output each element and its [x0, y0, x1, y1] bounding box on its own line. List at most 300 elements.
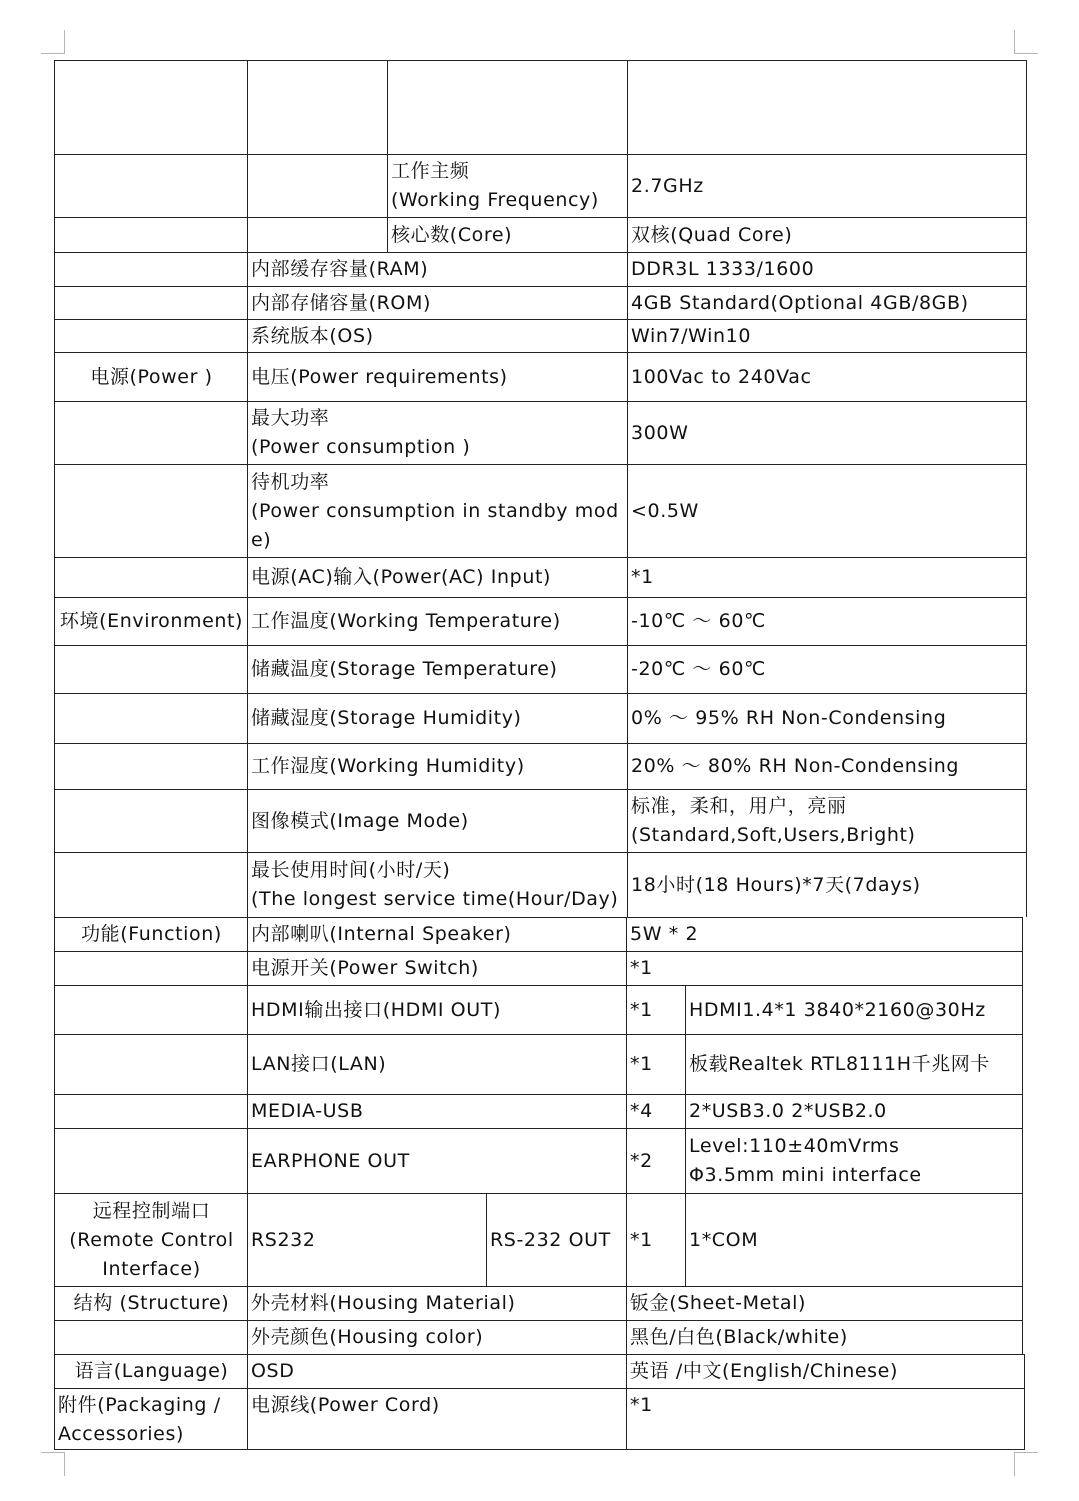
table-rule	[626, 951, 627, 985]
cell-text: 外壳材料(Housing Material)	[251, 1292, 516, 1314]
table-rule	[54, 1034, 1023, 1035]
table-rule	[54, 985, 1023, 986]
cell-text: 黑色/白色(Black/white)	[630, 1326, 848, 1348]
table-cell	[56, 155, 247, 217]
table-rule	[247, 1354, 248, 1388]
cell-text: 20% ～ 80% RH Non-Condensing	[631, 755, 960, 777]
cell-text: 英语 /中文(English/Chinese)	[630, 1360, 898, 1382]
table-rule	[626, 1320, 627, 1354]
table-cell	[56, 1389, 247, 1449]
table-rule	[54, 951, 1023, 952]
cell-text: *1	[630, 957, 653, 979]
table-rule	[1022, 1094, 1023, 1128]
table-cell	[249, 986, 626, 1034]
cell-text: 工作湿度(Working Humidity)	[251, 755, 525, 777]
table-cell	[389, 218, 627, 252]
cell-text: 功能(Function)	[81, 923, 222, 945]
cell-text: 最大功率	[251, 407, 330, 429]
cell-text: RS-232 OUT	[490, 1228, 611, 1251]
cell-text: HDMI输出接口(HDMI OUT)	[251, 998, 501, 1021]
cell-text: (The longest service time(Hour/Day)	[251, 888, 619, 910]
table-cell	[249, 853, 627, 917]
cell-text: 待机功率	[251, 470, 330, 493]
table-rule	[54, 789, 55, 852]
table-rule	[54, 1128, 1023, 1129]
cell-text: 内部喇叭(Internal Speaker)	[251, 923, 512, 945]
table-cell	[56, 1095, 247, 1128]
table-rule	[247, 557, 248, 597]
table-cell	[249, 465, 627, 557]
table-rule	[247, 1128, 248, 1193]
table-rule	[247, 352, 248, 401]
table-rule	[1022, 917, 1023, 951]
table-cell	[249, 1287, 626, 1320]
table-rule	[1026, 743, 1027, 789]
table-rule	[1026, 789, 1027, 852]
table-rule	[627, 154, 628, 217]
table-cell	[629, 790, 1026, 852]
table-cell	[249, 1095, 626, 1128]
table-rule	[54, 743, 1027, 744]
table-rule	[627, 464, 628, 557]
table-cell	[687, 1129, 1022, 1193]
cell-text: 100Vac to 240Vac	[631, 365, 812, 388]
table-rule	[627, 401, 628, 464]
cell-text: *2	[630, 1149, 653, 1172]
table-rule	[247, 1286, 248, 1320]
cell-text: 结构 (Structure)	[73, 1292, 230, 1314]
cell-text: Win7/Win10	[631, 324, 752, 347]
table-cell	[56, 1194, 247, 1286]
table-rule	[247, 852, 248, 917]
table-cell	[687, 1095, 1022, 1128]
table-rule	[1026, 217, 1027, 252]
cell-text: 图像模式(Image Mode)	[251, 809, 469, 832]
table-rule	[247, 1320, 248, 1354]
table-cell	[56, 986, 247, 1034]
table-rule	[247, 60, 248, 154]
table-rule	[626, 1354, 627, 1388]
table-rule	[54, 217, 1027, 218]
cell-text: 语言(Language)	[74, 1360, 229, 1382]
table-rule	[54, 60, 1027, 61]
cell-text: 储藏温度(Storage Temperature)	[251, 658, 558, 680]
table-rule	[1026, 464, 1027, 557]
table-cell	[249, 790, 627, 852]
cell-text: EARPHONE OUT	[251, 1149, 410, 1172]
cell-text: 工作主频	[391, 160, 470, 182]
table-cell	[628, 1095, 685, 1128]
table-rule	[54, 217, 55, 252]
table-cell	[56, 320, 247, 352]
table-rule	[685, 1034, 686, 1094]
cell-text: 环境(Environment)	[59, 610, 244, 632]
table-rule	[54, 985, 55, 1034]
table-cell	[687, 1194, 1022, 1286]
table-rule	[627, 789, 628, 852]
table-rule	[1024, 1388, 1025, 1449]
cell-text: 4GB Standard(Optional 4GB/8GB)	[631, 291, 969, 314]
table-rule	[54, 557, 1027, 558]
table-rule	[626, 1193, 627, 1286]
table-rule	[54, 693, 55, 743]
table-rule	[247, 319, 248, 352]
cell-text: 电源开关(Power Switch)	[251, 957, 479, 979]
table-rule	[247, 693, 248, 743]
cell-text: (Working Frequency)	[391, 189, 599, 211]
table-cell	[389, 61, 627, 154]
table-cell	[249, 402, 627, 464]
cell-text: -10℃ ～ 60℃	[631, 610, 766, 632]
table-cell	[628, 986, 685, 1034]
table-rule	[54, 1286, 55, 1320]
cell-text: *1	[631, 566, 654, 588]
table-rule	[387, 60, 388, 154]
table-rule	[247, 154, 248, 217]
table-rule	[1026, 401, 1027, 464]
table-rule	[54, 789, 1027, 790]
cell-text: (Power consumption in standby mode)	[251, 499, 619, 551]
table-cell	[56, 646, 247, 693]
table-rule	[1022, 1320, 1023, 1354]
table-rule	[54, 1354, 55, 1388]
table-rule	[54, 1388, 55, 1449]
table-cell	[389, 155, 627, 217]
table-rule	[627, 217, 628, 252]
table-rule	[54, 1094, 55, 1128]
table-cell	[628, 1355, 1024, 1388]
table-rule	[54, 352, 1027, 353]
table-cell	[56, 952, 247, 985]
table-cell	[628, 1035, 685, 1094]
table-cell	[249, 1129, 626, 1193]
cell-text: 标准，柔和，用户，亮丽	[631, 795, 847, 817]
table-rule	[627, 252, 628, 286]
table-rule	[387, 217, 388, 252]
cell-text: 板载Realtek RTL8111H千兆网卡	[689, 1053, 990, 1075]
table-rule	[54, 917, 55, 951]
table-rule	[486, 1193, 487, 1286]
table-cell	[249, 1389, 626, 1449]
table-cell	[56, 1355, 247, 1388]
cell-text: 电压(Power requirements)	[251, 365, 508, 388]
cell-text: 18小时(18 Hours)*7天(7days)	[631, 873, 921, 896]
table-rule	[247, 743, 248, 789]
table-rule	[54, 693, 1027, 694]
table-cell	[56, 402, 247, 464]
table-rule	[247, 286, 248, 319]
table-cell	[249, 1035, 626, 1094]
cell-text: 电源线(Power Cord)	[251, 1394, 440, 1416]
table-rule	[54, 645, 1027, 646]
table-rule	[247, 1193, 248, 1286]
table-rule	[54, 645, 55, 693]
table-rule	[54, 1354, 1025, 1355]
cell-text: 电源(Power )	[90, 365, 213, 388]
table-cell	[629, 287, 1026, 319]
table-rule	[627, 286, 628, 319]
table-cell	[56, 465, 247, 557]
table-cell	[488, 1194, 626, 1286]
table-rule	[1026, 60, 1027, 154]
table-rule	[54, 852, 1027, 853]
table-cell	[56, 1035, 247, 1094]
cell-text: RS232	[251, 1228, 316, 1251]
table-cell	[687, 986, 1022, 1034]
table-rule	[54, 557, 55, 597]
table-rule	[247, 789, 248, 852]
cell-text: DDR3L 1333/1600	[631, 258, 815, 280]
table-rule	[247, 217, 248, 252]
table-rule	[627, 319, 628, 352]
table-rule	[627, 597, 628, 645]
cell-text: 电源(AC)输入(Power(AC) Input)	[251, 566, 552, 588]
table-cell	[628, 1287, 1022, 1320]
table-rule	[54, 252, 55, 286]
table-cell	[249, 694, 627, 743]
table-rule	[1026, 286, 1027, 319]
table-rule	[1022, 1193, 1023, 1286]
table-cell	[249, 218, 387, 252]
cell-text: (Remote Control	[69, 1228, 234, 1251]
cell-text: MEDIA-USB	[251, 1100, 364, 1122]
cell-text: 钣金(Sheet-Metal)	[630, 1292, 807, 1314]
table-cell	[629, 218, 1026, 252]
table-rule	[1026, 154, 1027, 217]
table-rule	[54, 1193, 1023, 1194]
table-rule	[247, 252, 248, 286]
table-rule	[1026, 352, 1027, 401]
cell-text: *1	[630, 1228, 653, 1251]
table-rule	[247, 401, 248, 464]
table-cell	[249, 253, 627, 286]
table-rule	[54, 743, 55, 789]
table-rule	[54, 1193, 55, 1286]
table-rule	[54, 1286, 1023, 1287]
table-rule	[1026, 319, 1027, 352]
table-rule	[1026, 597, 1027, 645]
table-cell	[629, 253, 1026, 286]
table-rule	[1022, 1128, 1023, 1193]
table-rule	[685, 1094, 686, 1128]
table-cell	[629, 598, 1026, 645]
table-cell	[629, 61, 1026, 154]
table-cell	[249, 353, 627, 401]
cell-text: 5W * 2	[630, 923, 699, 945]
table-rule	[54, 154, 1027, 155]
table-rule	[247, 645, 248, 693]
table-cell	[249, 598, 627, 645]
table-rule	[54, 951, 55, 985]
table-cell	[56, 287, 247, 319]
table-cell	[56, 61, 247, 154]
table-rule	[626, 1034, 627, 1094]
table-cell	[629, 646, 1026, 693]
table-cell	[628, 1129, 685, 1193]
table-cell	[56, 790, 247, 852]
table-cell	[249, 952, 626, 985]
cell-text: 1*COM	[689, 1228, 759, 1251]
table-cell	[56, 853, 247, 917]
table-cell	[56, 1287, 247, 1320]
table-cell	[249, 61, 387, 154]
table-cell	[56, 744, 247, 789]
table-rule	[1024, 1354, 1025, 1388]
cell-text: OSD	[251, 1360, 295, 1382]
table-cell	[56, 694, 247, 743]
table-rule	[627, 852, 628, 917]
cell-text: 2*USB3.0 2*USB2.0	[689, 1100, 887, 1122]
table-cell	[56, 1321, 247, 1354]
cell-text: 2.7GHz	[631, 174, 704, 197]
table-rule	[247, 464, 248, 557]
table-cell	[628, 918, 1022, 951]
cell-text: (Power consumption )	[251, 436, 471, 458]
table-cell	[249, 744, 627, 789]
table-rule	[54, 286, 1027, 287]
table-rule	[54, 319, 55, 352]
table-rule	[247, 1388, 248, 1449]
table-rule	[247, 1034, 248, 1094]
table-rule	[685, 985, 686, 1034]
table-rule	[387, 154, 388, 217]
table-rule	[627, 352, 628, 401]
table-rule	[54, 1320, 55, 1354]
table-rule	[54, 1388, 1025, 1389]
cell-text: 300W	[631, 421, 689, 444]
table-cell	[628, 1389, 1024, 1449]
table-cell	[628, 1321, 1022, 1354]
cell-text: 外壳颜色(Housing color)	[251, 1326, 484, 1348]
table-rule	[54, 252, 1027, 253]
table-rule	[54, 597, 55, 645]
cell-text: HDMI1.4*1 3840*2160@30Hz	[689, 998, 986, 1021]
table-cell	[56, 918, 247, 951]
table-rule	[247, 917, 248, 951]
table-rule	[685, 1128, 686, 1193]
table-rule	[54, 464, 1027, 465]
table-rule	[1026, 557, 1027, 597]
table-rule	[685, 1193, 686, 1286]
table-rule	[54, 917, 1023, 918]
table-rule	[627, 693, 628, 743]
table-rule	[247, 985, 248, 1034]
cell-text: *1	[630, 1053, 653, 1075]
table-rule	[1026, 645, 1027, 693]
table-rule	[626, 1128, 627, 1193]
table-cell	[249, 155, 387, 217]
table-rule	[54, 1128, 55, 1193]
table-cell	[629, 853, 1026, 917]
cell-text: Accessories)	[58, 1423, 184, 1445]
table-cell	[629, 744, 1026, 789]
table-cell	[629, 155, 1026, 217]
table-cell	[629, 320, 1026, 352]
cell-text: (Standard,Soft,Users,Bright)	[631, 824, 916, 846]
cell-text: -20℃ ～ 60℃	[631, 658, 766, 680]
table-cell	[629, 402, 1026, 464]
cell-text: *1	[630, 998, 653, 1021]
table-cell	[249, 558, 627, 597]
cell-text: *4	[630, 1100, 653, 1122]
table-cell	[56, 253, 247, 286]
table-rule	[54, 319, 1027, 320]
table-cell	[249, 1194, 486, 1286]
table-rule	[54, 1320, 1023, 1321]
table-cell	[56, 558, 247, 597]
table-rule	[626, 1388, 627, 1449]
table-rule	[54, 352, 55, 401]
table-rule	[627, 743, 628, 789]
table-cell	[56, 1129, 247, 1193]
table-cell	[687, 1035, 1022, 1094]
cell-text: 内部存储容量(ROM)	[251, 291, 431, 314]
table-rule	[54, 1034, 55, 1094]
table-rule	[626, 1094, 627, 1128]
table-cell	[629, 465, 1026, 557]
table-rule	[54, 60, 55, 154]
table-cell	[249, 646, 627, 693]
table-cell	[56, 598, 247, 645]
cell-text: *1	[630, 1394, 653, 1416]
table-cell	[249, 918, 626, 951]
table-cell	[249, 287, 627, 319]
table-cell	[249, 1355, 626, 1388]
table-rule	[1026, 693, 1027, 743]
table-rule	[54, 597, 1027, 598]
table-rule	[54, 1449, 1025, 1450]
table-cell	[629, 558, 1026, 597]
table-cell	[249, 1321, 626, 1354]
table-rule	[1022, 951, 1023, 985]
table-rule	[1022, 985, 1023, 1034]
table-rule	[627, 645, 628, 693]
table-cell	[629, 353, 1026, 401]
cell-text: 核心数(Core)	[391, 223, 513, 246]
table-cell	[56, 353, 247, 401]
table-rule	[54, 852, 55, 917]
table-cell	[629, 694, 1026, 743]
table-cell	[56, 218, 247, 252]
table-rule	[54, 401, 1027, 402]
cell-text: 附件(Packaging /	[58, 1394, 221, 1416]
table-rule	[1026, 252, 1027, 286]
table-rule	[54, 401, 55, 464]
cell-text: 系统版本(OS)	[251, 324, 374, 347]
table-cell	[249, 320, 627, 352]
table-rule	[247, 951, 248, 985]
cell-text: 工作温度(Working Temperature)	[251, 610, 561, 632]
table-rule	[626, 917, 627, 951]
table-rule	[54, 464, 55, 557]
cell-text: Level:110±40mVrms	[689, 1135, 900, 1157]
cell-text: 最长使用时间(小时/天)	[251, 859, 451, 881]
table-rule	[626, 1286, 627, 1320]
table-rule	[1026, 852, 1027, 917]
cell-text: LAN接口(LAN)	[251, 1053, 387, 1075]
table-cell	[628, 1194, 685, 1286]
table-rule	[1022, 1034, 1023, 1094]
table-cell	[628, 952, 1022, 985]
cell-text: 内部缓存容量(RAM)	[251, 258, 429, 280]
cell-text: Interface)	[102, 1257, 201, 1280]
table-rule	[1022, 1286, 1023, 1320]
cell-text: 0% ～ 95% RH Non-Condensing	[631, 707, 947, 729]
cell-text: 远程控制端口	[92, 1199, 211, 1222]
table-rule	[54, 154, 55, 217]
table-rule	[247, 597, 248, 645]
cell-text: 双核(Quad Core)	[631, 223, 793, 246]
